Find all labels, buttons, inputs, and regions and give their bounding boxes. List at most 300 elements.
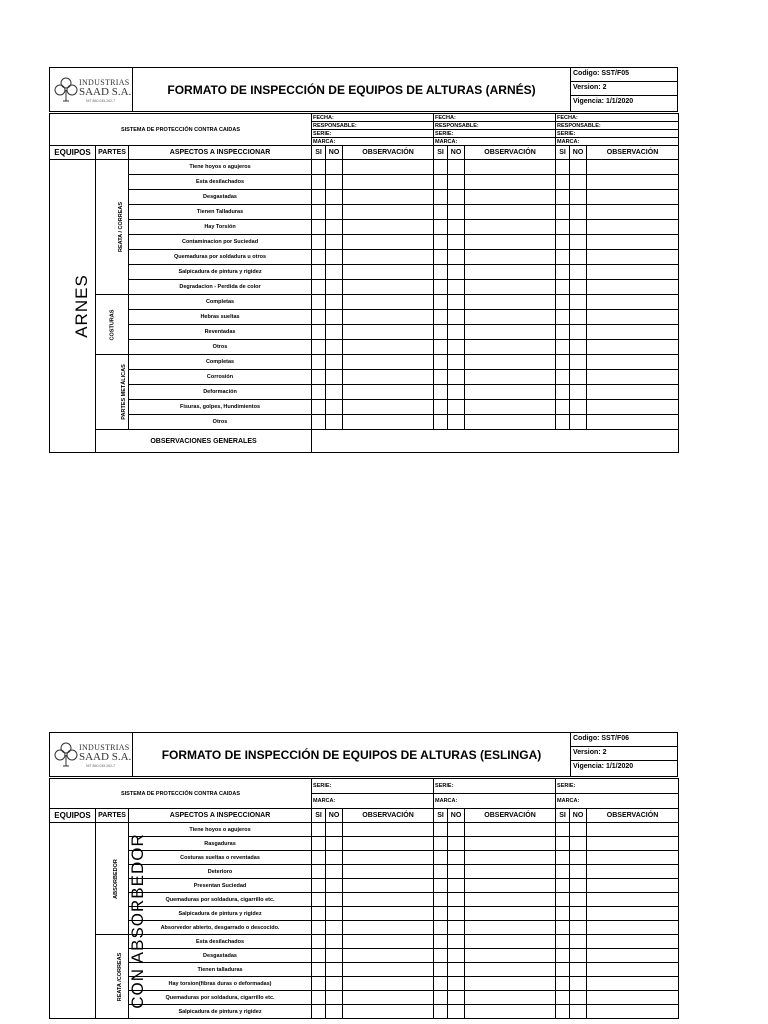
observation-cell[interactable] [343, 190, 434, 205]
si-checkbox-cell[interactable] [434, 400, 448, 415]
observation-cell[interactable] [343, 160, 434, 175]
si-checkbox-cell[interactable] [312, 160, 326, 175]
no-checkbox-cell[interactable] [326, 963, 343, 977]
si-checkbox-cell[interactable] [312, 963, 326, 977]
no-checkbox-cell[interactable] [448, 250, 465, 265]
no-checkbox-cell[interactable] [448, 310, 465, 325]
observation-cell[interactable] [587, 837, 679, 851]
si-checkbox-cell[interactable] [556, 991, 570, 1005]
si-checkbox-cell[interactable] [556, 160, 570, 175]
observation-cell[interactable] [465, 893, 556, 907]
observation-cell[interactable] [587, 949, 679, 963]
si-checkbox-cell[interactable] [434, 963, 448, 977]
observation-cell[interactable] [465, 907, 556, 921]
si-checkbox-cell[interactable] [556, 325, 570, 340]
si-checkbox-cell[interactable] [556, 907, 570, 921]
no-checkbox-cell[interactable] [570, 823, 587, 837]
si-checkbox-cell[interactable] [312, 921, 326, 935]
observation-cell[interactable] [343, 935, 434, 949]
si-checkbox-cell[interactable] [556, 205, 570, 220]
observation-cell[interactable] [587, 205, 679, 220]
si-checkbox-cell[interactable] [434, 935, 448, 949]
observation-cell[interactable] [343, 851, 434, 865]
observation-cell[interactable] [343, 385, 434, 400]
si-checkbox-cell[interactable] [434, 921, 448, 935]
no-checkbox-cell[interactable] [326, 235, 343, 250]
observation-cell[interactable] [587, 355, 679, 370]
no-checkbox-cell[interactable] [326, 415, 343, 430]
si-checkbox-cell[interactable] [312, 1005, 326, 1019]
si-checkbox-cell[interactable] [312, 265, 326, 280]
observation-cell[interactable] [587, 160, 679, 175]
no-checkbox-cell[interactable] [570, 160, 587, 175]
si-checkbox-cell[interactable] [312, 325, 326, 340]
observation-cell[interactable] [465, 949, 556, 963]
no-checkbox-cell[interactable] [570, 949, 587, 963]
no-checkbox-cell[interactable] [448, 893, 465, 907]
no-checkbox-cell[interactable] [326, 355, 343, 370]
si-checkbox-cell[interactable] [312, 340, 326, 355]
observation-cell[interactable] [465, 1005, 556, 1019]
observation-cell[interactable] [587, 280, 679, 295]
observation-cell[interactable] [343, 235, 434, 250]
no-checkbox-cell[interactable] [570, 370, 587, 385]
si-checkbox-cell[interactable] [312, 823, 326, 837]
si-checkbox-cell[interactable] [312, 865, 326, 879]
no-checkbox-cell[interactable] [326, 295, 343, 310]
col-header-partes: PARTES [96, 809, 129, 823]
observation-cell[interactable] [587, 893, 679, 907]
col-header-si: SI [556, 146, 570, 160]
si-checkbox-cell[interactable] [312, 851, 326, 865]
observation-cell[interactable] [343, 205, 434, 220]
observation-cell[interactable] [587, 220, 679, 235]
si-checkbox-cell[interactable] [434, 879, 448, 893]
aspect-cell: Presentan Suciedad [129, 879, 312, 893]
si-checkbox-cell[interactable] [434, 949, 448, 963]
observation-cell[interactable] [587, 907, 679, 921]
si-checkbox-cell[interactable] [556, 837, 570, 851]
no-checkbox-cell[interactable] [326, 977, 343, 991]
observation-cell[interactable] [587, 823, 679, 837]
si-checkbox-cell[interactable] [556, 370, 570, 385]
observation-cell[interactable] [465, 837, 556, 851]
si-checkbox-cell[interactable] [312, 415, 326, 430]
part-name: REATA / CORREAS [118, 201, 125, 253]
no-checkbox-cell[interactable] [448, 991, 465, 1005]
no-checkbox-cell[interactable] [448, 220, 465, 235]
no-checkbox-cell[interactable] [570, 385, 587, 400]
observation-cell[interactable] [465, 963, 556, 977]
si-checkbox-cell[interactable] [434, 175, 448, 190]
si-checkbox-cell[interactable] [312, 837, 326, 851]
no-checkbox-cell[interactable] [326, 280, 343, 295]
si-checkbox-cell[interactable] [556, 823, 570, 837]
no-checkbox-cell[interactable] [326, 949, 343, 963]
no-checkbox-cell[interactable] [448, 325, 465, 340]
si-checkbox-cell[interactable] [556, 235, 570, 250]
no-checkbox-cell[interactable] [326, 250, 343, 265]
si-checkbox-cell[interactable] [312, 977, 326, 991]
si-checkbox-cell[interactable] [312, 205, 326, 220]
observation-cell[interactable] [587, 851, 679, 865]
observation-cell[interactable] [587, 1005, 679, 1019]
si-checkbox-cell[interactable] [434, 265, 448, 280]
observation-cell[interactable] [343, 823, 434, 837]
si-checkbox-cell[interactable] [556, 851, 570, 865]
observation-cell[interactable] [587, 385, 679, 400]
si-checkbox-cell[interactable] [434, 190, 448, 205]
observation-cell[interactable] [587, 935, 679, 949]
no-checkbox-cell[interactable] [448, 837, 465, 851]
si-checkbox-cell[interactable] [556, 879, 570, 893]
observation-cell[interactable] [343, 415, 434, 430]
no-checkbox-cell[interactable] [570, 893, 587, 907]
observation-cell[interactable] [343, 907, 434, 921]
observation-cell[interactable] [465, 295, 556, 310]
observation-cell[interactable] [343, 370, 434, 385]
observation-cell[interactable] [587, 400, 679, 415]
no-checkbox-cell[interactable] [570, 295, 587, 310]
si-checkbox-cell[interactable] [556, 355, 570, 370]
observation-cell[interactable] [343, 355, 434, 370]
si-checkbox-cell[interactable] [434, 340, 448, 355]
no-checkbox-cell[interactable] [448, 949, 465, 963]
si-checkbox-cell[interactable] [556, 865, 570, 879]
no-checkbox-cell[interactable] [448, 400, 465, 415]
observation-cell[interactable] [587, 415, 679, 430]
si-checkbox-cell[interactable] [556, 921, 570, 935]
si-checkbox-cell[interactable] [434, 355, 448, 370]
observation-cell[interactable] [343, 893, 434, 907]
observation-cell[interactable] [465, 415, 556, 430]
si-checkbox-cell[interactable] [312, 250, 326, 265]
no-checkbox-cell[interactable] [570, 1005, 587, 1019]
observation-cell[interactable] [343, 879, 434, 893]
si-checkbox-cell[interactable] [312, 190, 326, 205]
no-checkbox-cell[interactable] [448, 935, 465, 949]
observation-cell[interactable] [587, 921, 679, 935]
aspect-cell: Reventadas [129, 325, 312, 340]
si-checkbox-cell[interactable] [434, 250, 448, 265]
si-checkbox-cell[interactable] [434, 370, 448, 385]
no-checkbox-cell[interactable] [570, 865, 587, 879]
observation-cell[interactable] [343, 837, 434, 851]
observation-cell[interactable] [465, 160, 556, 175]
info-field-label: MARCA: [556, 794, 679, 809]
observation-cell[interactable] [465, 370, 556, 385]
no-checkbox-cell[interactable] [326, 823, 343, 837]
si-checkbox-cell[interactable] [434, 977, 448, 991]
info-field-label: SERIE: [434, 130, 556, 138]
no-checkbox-cell[interactable] [570, 190, 587, 205]
si-checkbox-cell[interactable] [312, 280, 326, 295]
observation-cell[interactable] [465, 991, 556, 1005]
no-checkbox-cell[interactable] [570, 935, 587, 949]
observation-cell[interactable] [587, 295, 679, 310]
si-checkbox-cell[interactable] [434, 235, 448, 250]
no-checkbox-cell[interactable] [570, 205, 587, 220]
observation-cell[interactable] [587, 190, 679, 205]
no-checkbox-cell[interactable] [326, 265, 343, 280]
no-checkbox-cell[interactable] [570, 415, 587, 430]
observation-cell[interactable] [465, 977, 556, 991]
si-checkbox-cell[interactable] [434, 280, 448, 295]
equipment-name: ARNES [71, 274, 91, 338]
observation-cell[interactable] [587, 879, 679, 893]
si-checkbox-cell[interactable] [556, 963, 570, 977]
observation-cell[interactable] [465, 823, 556, 837]
no-checkbox-cell[interactable] [570, 340, 587, 355]
no-checkbox-cell[interactable] [326, 921, 343, 935]
no-checkbox-cell[interactable] [570, 265, 587, 280]
observation-cell[interactable] [465, 340, 556, 355]
observation-cell[interactable] [465, 250, 556, 265]
observation-cell[interactable] [465, 175, 556, 190]
si-checkbox-cell[interactable] [556, 250, 570, 265]
si-checkbox-cell[interactable] [434, 295, 448, 310]
si-checkbox-cell[interactable] [556, 310, 570, 325]
no-checkbox-cell[interactable] [570, 175, 587, 190]
no-checkbox-cell[interactable] [570, 400, 587, 415]
no-checkbox-cell[interactable] [570, 220, 587, 235]
si-checkbox-cell[interactable] [556, 893, 570, 907]
observation-cell[interactable] [465, 921, 556, 935]
no-checkbox-cell[interactable] [570, 837, 587, 851]
si-checkbox-cell[interactable] [434, 991, 448, 1005]
si-checkbox-cell[interactable] [556, 400, 570, 415]
no-checkbox-cell[interactable] [448, 823, 465, 837]
observation-cell[interactable] [465, 879, 556, 893]
observation-cell[interactable] [343, 921, 434, 935]
observation-cell[interactable] [343, 295, 434, 310]
si-checkbox-cell[interactable] [556, 340, 570, 355]
no-checkbox-cell[interactable] [326, 865, 343, 879]
no-checkbox-cell[interactable] [570, 851, 587, 865]
observation-cell[interactable] [465, 220, 556, 235]
no-checkbox-cell[interactable] [570, 325, 587, 340]
general-observations-input[interactable] [312, 430, 679, 453]
observation-cell[interactable] [343, 949, 434, 963]
no-checkbox-cell[interactable] [448, 1005, 465, 1019]
no-checkbox-cell[interactable] [326, 160, 343, 175]
observation-cell[interactable] [587, 250, 679, 265]
no-checkbox-cell[interactable] [448, 370, 465, 385]
si-checkbox-cell[interactable] [556, 1005, 570, 1019]
no-checkbox-cell[interactable] [448, 355, 465, 370]
no-checkbox-cell[interactable] [448, 921, 465, 935]
no-checkbox-cell[interactable] [326, 385, 343, 400]
si-checkbox-cell[interactable] [434, 837, 448, 851]
si-checkbox-cell[interactable] [556, 949, 570, 963]
observation-cell[interactable] [465, 325, 556, 340]
no-checkbox-cell[interactable] [448, 295, 465, 310]
observation-cell[interactable] [343, 175, 434, 190]
observation-cell[interactable] [343, 1005, 434, 1019]
no-checkbox-cell[interactable] [448, 280, 465, 295]
no-checkbox-cell[interactable] [326, 205, 343, 220]
observation-cell[interactable] [465, 265, 556, 280]
no-checkbox-cell[interactable] [448, 265, 465, 280]
observation-cell[interactable] [465, 280, 556, 295]
si-checkbox-cell[interactable] [556, 280, 570, 295]
observation-cell[interactable] [587, 175, 679, 190]
observation-cell[interactable] [587, 340, 679, 355]
si-checkbox-cell[interactable] [434, 865, 448, 879]
si-checkbox-cell[interactable] [434, 310, 448, 325]
si-checkbox-cell[interactable] [312, 400, 326, 415]
si-checkbox-cell[interactable] [434, 851, 448, 865]
si-checkbox-cell[interactable] [434, 385, 448, 400]
si-checkbox-cell[interactable] [556, 175, 570, 190]
no-checkbox-cell[interactable] [326, 310, 343, 325]
si-checkbox-cell[interactable] [556, 977, 570, 991]
si-checkbox-cell[interactable] [312, 370, 326, 385]
observation-cell[interactable] [343, 963, 434, 977]
observation-cell[interactable] [343, 220, 434, 235]
no-checkbox-cell[interactable] [326, 935, 343, 949]
observation-cell[interactable] [343, 310, 434, 325]
no-checkbox-cell[interactable] [448, 963, 465, 977]
si-checkbox-cell[interactable] [312, 879, 326, 893]
si-checkbox-cell[interactable] [312, 385, 326, 400]
si-checkbox-cell[interactable] [312, 310, 326, 325]
si-checkbox-cell[interactable] [312, 907, 326, 921]
no-checkbox-cell[interactable] [570, 907, 587, 921]
observation-cell[interactable] [343, 400, 434, 415]
no-checkbox-cell[interactable] [448, 175, 465, 190]
si-checkbox-cell[interactable] [556, 415, 570, 430]
no-checkbox-cell[interactable] [570, 250, 587, 265]
no-checkbox-cell[interactable] [326, 893, 343, 907]
si-checkbox-cell[interactable] [556, 265, 570, 280]
no-checkbox-cell[interactable] [448, 160, 465, 175]
si-checkbox-cell[interactable] [312, 220, 326, 235]
no-checkbox-cell[interactable] [570, 280, 587, 295]
si-checkbox-cell[interactable] [312, 935, 326, 949]
no-checkbox-cell[interactable] [326, 370, 343, 385]
observation-cell[interactable] [465, 935, 556, 949]
no-checkbox-cell[interactable] [326, 175, 343, 190]
no-checkbox-cell[interactable] [448, 340, 465, 355]
observation-cell[interactable] [587, 963, 679, 977]
si-checkbox-cell[interactable] [434, 325, 448, 340]
observation-cell[interactable] [343, 340, 434, 355]
si-checkbox-cell[interactable] [312, 295, 326, 310]
si-checkbox-cell[interactable] [434, 220, 448, 235]
si-checkbox-cell[interactable] [434, 160, 448, 175]
no-checkbox-cell[interactable] [448, 879, 465, 893]
observation-cell[interactable] [343, 325, 434, 340]
si-checkbox-cell[interactable] [556, 220, 570, 235]
si-checkbox-cell[interactable] [434, 907, 448, 921]
observation-cell[interactable] [343, 265, 434, 280]
si-checkbox-cell[interactable] [312, 893, 326, 907]
si-checkbox-cell[interactable] [434, 415, 448, 430]
no-checkbox-cell[interactable] [448, 977, 465, 991]
no-checkbox-cell[interactable] [326, 851, 343, 865]
observation-cell[interactable] [465, 851, 556, 865]
observation-cell[interactable] [343, 280, 434, 295]
observation-cell[interactable] [587, 991, 679, 1005]
observation-cell[interactable] [587, 265, 679, 280]
observation-cell[interactable] [587, 370, 679, 385]
no-checkbox-cell[interactable] [570, 879, 587, 893]
no-checkbox-cell[interactable] [570, 921, 587, 935]
si-checkbox-cell[interactable] [312, 949, 326, 963]
si-checkbox-cell[interactable] [434, 893, 448, 907]
si-checkbox-cell[interactable] [312, 991, 326, 1005]
no-checkbox-cell[interactable] [326, 190, 343, 205]
observation-cell[interactable] [465, 205, 556, 220]
no-checkbox-cell[interactable] [326, 991, 343, 1005]
observation-cell[interactable] [587, 977, 679, 991]
observation-cell[interactable] [465, 190, 556, 205]
no-checkbox-cell[interactable] [326, 837, 343, 851]
observation-cell[interactable] [465, 235, 556, 250]
si-checkbox-cell[interactable] [434, 205, 448, 220]
si-checkbox-cell[interactable] [312, 355, 326, 370]
no-checkbox-cell[interactable] [570, 991, 587, 1005]
no-checkbox-cell[interactable] [570, 235, 587, 250]
no-checkbox-cell[interactable] [326, 879, 343, 893]
aspect-cell: Hay Torsión [129, 220, 312, 235]
no-checkbox-cell[interactable] [448, 865, 465, 879]
observation-cell[interactable] [587, 235, 679, 250]
si-checkbox-cell[interactable] [434, 1005, 448, 1019]
no-checkbox-cell[interactable] [570, 977, 587, 991]
observation-cell[interactable] [465, 400, 556, 415]
observation-cell[interactable] [343, 865, 434, 879]
no-checkbox-cell[interactable] [570, 310, 587, 325]
si-checkbox-cell[interactable] [556, 190, 570, 205]
no-checkbox-cell[interactable] [326, 907, 343, 921]
no-checkbox-cell[interactable] [448, 415, 465, 430]
observation-cell[interactable] [465, 310, 556, 325]
observation-cell[interactable] [343, 977, 434, 991]
info-field-label: MARCA: [556, 138, 679, 146]
no-checkbox-cell[interactable] [448, 851, 465, 865]
no-checkbox-cell[interactable] [326, 1005, 343, 1019]
si-checkbox-cell[interactable] [556, 295, 570, 310]
no-checkbox-cell[interactable] [326, 340, 343, 355]
si-checkbox-cell[interactable] [556, 385, 570, 400]
inspection-table [49, 113, 679, 453]
observation-cell[interactable] [587, 865, 679, 879]
observation-cell[interactable] [465, 865, 556, 879]
no-checkbox-cell[interactable] [448, 205, 465, 220]
si-checkbox-cell[interactable] [312, 235, 326, 250]
no-checkbox-cell[interactable] [326, 400, 343, 415]
no-checkbox-cell[interactable] [448, 235, 465, 250]
observation-cell[interactable] [465, 355, 556, 370]
si-checkbox-cell[interactable] [434, 823, 448, 837]
observation-cell[interactable] [587, 310, 679, 325]
no-checkbox-cell[interactable] [326, 325, 343, 340]
observation-cell[interactable] [587, 325, 679, 340]
no-checkbox-cell[interactable] [448, 190, 465, 205]
si-checkbox-cell[interactable] [312, 175, 326, 190]
no-checkbox-cell[interactable] [570, 963, 587, 977]
observation-cell[interactable] [343, 991, 434, 1005]
observation-cell[interactable] [465, 385, 556, 400]
no-checkbox-cell[interactable] [448, 907, 465, 921]
no-checkbox-cell[interactable] [570, 355, 587, 370]
no-checkbox-cell[interactable] [448, 385, 465, 400]
no-checkbox-cell[interactable] [326, 220, 343, 235]
observation-cell[interactable] [343, 250, 434, 265]
si-checkbox-cell[interactable] [556, 935, 570, 949]
